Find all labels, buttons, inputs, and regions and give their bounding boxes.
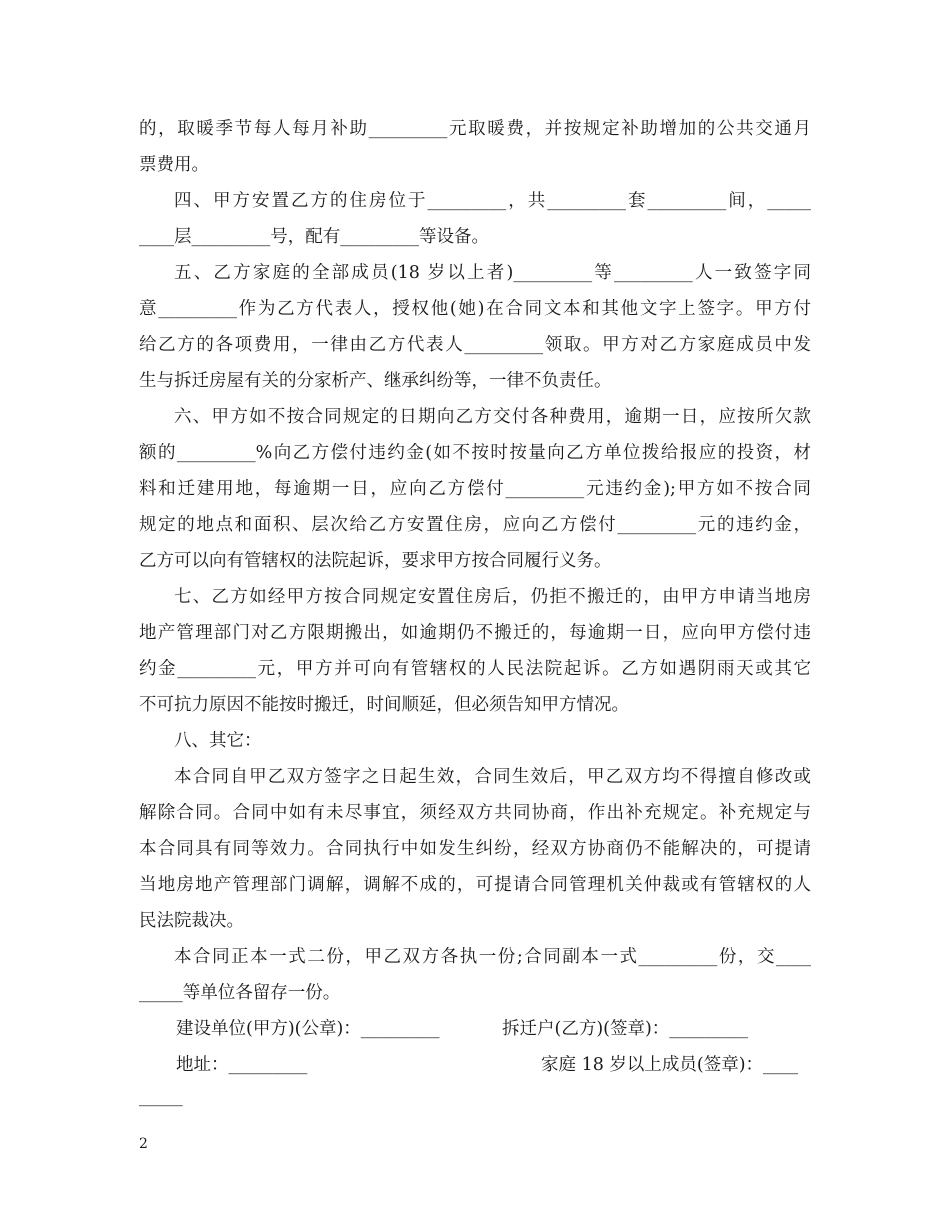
paragraph-line: 的，取暖季节每人每月补助_________元取暖费，并按规定补助增加的公共交通月 xyxy=(139,119,811,139)
family-signature-continuation: _____ xyxy=(139,1087,183,1107)
paragraph-line: 四、甲方安置乙方的住房位于_________，共_________套_________间，_____ xyxy=(174,191,811,211)
address-field: 地址：_________ xyxy=(176,1055,308,1075)
paragraph-line: 意_________作为乙方代表人，授权他(她)在合同文本和其他文字上签字。甲方付 xyxy=(139,299,811,319)
paragraph-line: 六、甲方如不按合同规定的日期向乙方交付各种费用，逾期一日，应按所欠款 xyxy=(174,407,811,427)
paragraph-line: 给乙方的各项费用，一律由乙方代表人_________领取。甲方对乙方家庭成员中发 xyxy=(139,335,811,355)
paragraph-line: 本合同正本一式二份，甲乙双方各执一份;合同副本一式_________份，交____ xyxy=(174,947,811,967)
paragraph-line: 民法院裁决。 xyxy=(139,911,244,931)
paragraph-line: 五、乙方家庭的全部成员(18 岁以上者)_________等_________人一致签字同 xyxy=(174,263,811,283)
party-b-signature: 拆迁户(乙方)(签章)：_________ xyxy=(502,1019,749,1039)
paragraph-line: 乙方可以向有管辖权的法院起诉，要求甲方按合同履行义务。 xyxy=(139,551,612,571)
paragraph-line: 额的_________%向乙方偿付违约金(如不按时按量向乙方单位拨给报应的投资，材 xyxy=(139,443,811,463)
paragraph-line: 本合同自甲乙双方签字之日起生效，合同生效后，甲乙双方均不得擅自修改或 xyxy=(174,767,811,787)
paragraph-line: ____层_________号，配有_________等设备。 xyxy=(139,227,489,247)
paragraph-line: 本合同具有同等效力。合同执行中如发生纠纷，经双方协商仍不能解决的，可提请 xyxy=(139,839,811,859)
paragraph-line: 料和迁建用地，每逾期一日，应向乙方偿付_________元违约金);甲方如不按合同 xyxy=(139,479,811,499)
paragraph-line: 约金_________元，甲方并可向有管辖权的人民法院起诉。乙方如遇阴雨天或其它 xyxy=(139,659,811,679)
paragraph-line: 生与拆迁房屋有关的分家析产、继承纠纷等，一律不负责任。 xyxy=(139,371,612,391)
family-signature: 家庭 18 岁以上成员(签章)：____ xyxy=(541,1055,799,1075)
section-heading: 八、其它： xyxy=(174,731,262,751)
paragraph-line: 票费用。 xyxy=(139,155,209,175)
paragraph-line: 解除合同。合同中如有未尽事宜，须经双方共同协商，作出补充规定。补充规定与 xyxy=(139,803,811,823)
paragraph-line: 规定的地点和面积、层次给乙方安置住房，应向乙方偿付_________元的违约金， xyxy=(139,515,811,535)
paragraph-line: 七、乙方如经甲方按合同规定安置住房后，仍拒不搬迁的，由甲方申请当地房 xyxy=(174,587,811,607)
paragraph-line: 当地房地产管理部门调解，调解不成的，可提请合同管理机关仲裁或有管辖权的人 xyxy=(139,875,811,895)
paragraph-line: 地产管理部门对乙方限期搬出，如逾期仍不搬迁的，每逾期一日，应向甲方偿付违 xyxy=(139,623,811,643)
page-number: 2 xyxy=(139,1136,148,1152)
party-a-signature: 建设单位(甲方)(公章)：_________ xyxy=(176,1019,440,1039)
paragraph-line: 不可抗力原因不能按时搬迁，时间顺延，但必须告知甲方情况。 xyxy=(139,695,629,715)
paragraph-line: _____等单位各留存一份。 xyxy=(139,983,341,1003)
